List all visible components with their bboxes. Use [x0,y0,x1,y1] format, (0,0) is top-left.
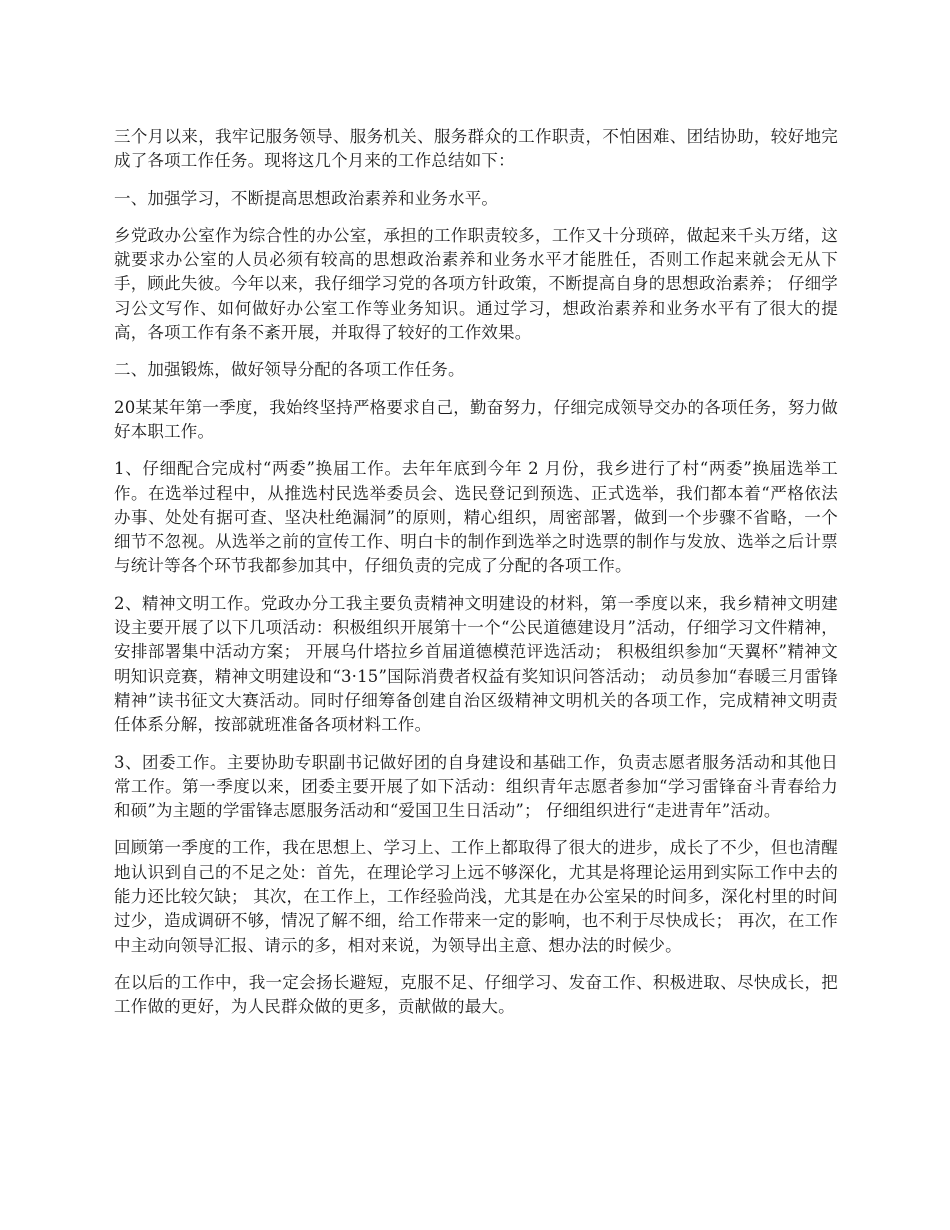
study-paragraph: 乡党政办公室作为综合性的办公室，承担的工作职责较多，工作又十分琐碎，做起来千头万绪，这就要求办公室的人员必须有较高的思想政治素养和业务水平才能胜任，否则工作起来就会无从下手，顾此失彼。今年以来，我仔细学习党的各项方针政策，不断提高自身的思想政治素养； 仔细学习公文写作、如何做好办公室工作等业务知识。通过学习，想政治素养和业务水平有了很大的提高，各项工作有条不紊开展，并取得了较好的工作效果。 [114,225,838,343]
section-heading-study: 一、加强学习，不断提高思想政治素养和业务水平。 [114,188,499,208]
document-page [114,125,838,1033]
civilization-work-paragraph: 2、精神文明工作。党政办分工我主要负责精神文明建设的材料，第一季度以来，我乡精神文明建设主要开展了以下几项活动：积极组织开展第十一个“公民道德建设月”活动，仔细学习文件精神，安排部署集中活动方案； 开展乌什塔拉乡首届道德模范评选活动； 积极组织参加“天翼杯”精神文明知识竞赛，精神文明建设和“3·15”国际消费者权益有奖知识问答活动； 动员参加“春暖三月雷锋精神”读书征文大赛活动。同时仔细筹备创建自治区级精神文明机关的各项工作，完成精神文明责任体系分解，按部就班准备各项材料工作。 [114,593,838,735]
youth-league-paragraph: 3、团委工作。主要协助专职副书记做好团的自身建设和基础工作，负责志愿者服务活动和其他日常工作。第一季度以来，团委主要开展了如下活动：组织青年志愿者参加“学习雷锋奋斗青春给力和硕”为主题的学雷锋志愿服务活动和“爱国卫生日活动”； 仔细组织进行“走进青年”活动。 [114,752,838,821]
closing-paragraph: 在以后的工作中，我一定会扬长避短，克服不足、仔细学习、发奋工作、积极进取、尽快成长，把工作做的更好，为人民群众做的更多，贡献做的最大。 [114,972,838,1017]
intro-paragraph: 三个月以来，我牢记服务领导、服务机关、服务群众的工作职责，不怕困难、团结协助，较好地完成了各项工作任务。现将这几个月来的工作总结如下： [114,127,838,171]
review-paragraph: 回顾第一季度的工作，我在思想上、学习上、工作上都取得了很大的进步，成长了不少，但也清醒地认识到自己的不足之处：首先，在理论学习上远不够深化，尤其是将理论运用到实际工作中去的能力还比较欠缺； 其次，在工作上，工作经验尚浅，尤其是在办公室呆的时间多，深化村里的时间过少，造成调研不够，情况了解不细，给工作带来一定的影响，也不利于尽快成长； 再次，在工作中主动向领导汇报、请示的多，相对来说，为领导出主意、想办法的时候少。 [114,838,838,955]
quarter-summary-paragraph: 20某某年第一季度，我始终坚持严格要求自己，勤奋努力，仔细完成领导交办的各项任务，努力做好本职工作。 [114,397,838,441]
election-work-paragraph: 1、仔细配合完成村“两委”换届工作。去年年底到今年 2 月份，我乡进行了村“两委”换届选举工作。在选举过程中，从推选村民选举委员会、选民登记到预选、正式选举，我们都本着“严格依法办事、处处有据可查、坚决杜绝漏洞”的原则，精心组织，周密部署，做到一个步骤不省略，一个细节不忽视。从选举之前的宣传工作、明白卡的制作到选举之时选票的制作与发放、选举之后计票与统计等各个环节我都参加其中，仔细负责的完成了分配的各项工作。 [114,459,838,576]
section-heading-tasks: 二、加强锻炼，做好领导分配的各项工作任务。 [114,360,465,380]
